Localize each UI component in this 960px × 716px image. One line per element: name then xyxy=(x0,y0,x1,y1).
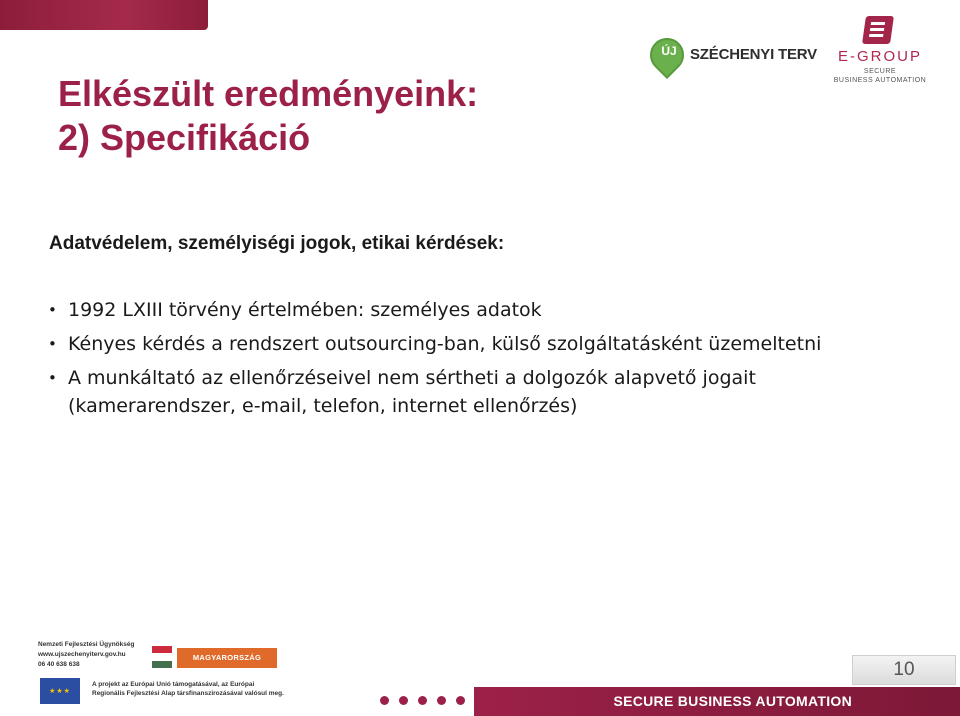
egroup-mark-icon xyxy=(862,16,894,44)
eu-flag-icon: ★★★ xyxy=(40,678,80,704)
slide-title xyxy=(58,72,478,160)
egroup-logo xyxy=(828,16,932,84)
bullet-list xyxy=(48,296,908,426)
uj-logo-name: SZÉCHENYI TERV xyxy=(690,46,817,63)
egroup-tagline-2: BUSINESS AUTOMATION xyxy=(833,77,927,84)
sponsor-logos xyxy=(34,636,284,708)
nfu-line: 06 40 638 638 xyxy=(38,661,80,668)
uj-pin-label: ÚJ xyxy=(661,44,677,58)
nfu-info xyxy=(38,640,134,670)
dot-icon xyxy=(399,696,408,705)
top-accent-bar xyxy=(0,0,208,30)
decorative-dots xyxy=(380,696,465,705)
hungarian-flag-icon xyxy=(152,646,172,668)
bullet-item: • 1992 LXIII törvény értelmében: személyes adatok xyxy=(48,296,908,324)
section-subheading: Adatvédelem, személyiségi jogok, etikai kérdések: xyxy=(49,233,505,254)
slide-title-line-2: 2) Specifikáció xyxy=(58,117,311,158)
hungary-renewal-badge: MAGYARORSZÁG MEGÚJUL xyxy=(177,648,277,668)
dot-icon xyxy=(380,696,389,705)
eu-funding-line: A projekt az Európai Unió támogatásával, az Európai xyxy=(92,681,255,688)
nfu-line: www.ujszechenyiterv.gov.hu xyxy=(38,651,126,658)
footer-tagline-bar: SECURE BUSINESS AUTOMATION xyxy=(474,687,960,716)
page-number: 10 xyxy=(852,655,956,685)
slide-title-line-1: Elkészült eredményeink: xyxy=(58,73,479,114)
egroup-tagline-1: SECURE xyxy=(863,68,897,75)
dot-icon xyxy=(437,696,446,705)
nfu-line: Nemzeti Fejlesztési Ügynökség xyxy=(38,641,135,648)
dot-icon xyxy=(418,696,427,705)
dot-icon xyxy=(456,696,465,705)
eu-funding-line: Regionális Fejlesztési Alap társfinanszírozásával valósul meg. xyxy=(92,690,284,697)
bullet-item: • A munkáltató az ellenőrzéseivel nem sértheti a dolgozók alapvető jogait (kamerarendszer, e-mail, telefon, internet ellenőrzés) xyxy=(48,364,908,420)
bullet-item: • Kényes kérdés a rendszert outsourcing-ban, külső szolgáltatásként üzemeltetni xyxy=(48,330,908,358)
egroup-name: E-GROUP xyxy=(837,48,922,65)
eu-funding-text xyxy=(92,680,284,698)
uj-szechenyi-terv-logo xyxy=(650,38,817,88)
